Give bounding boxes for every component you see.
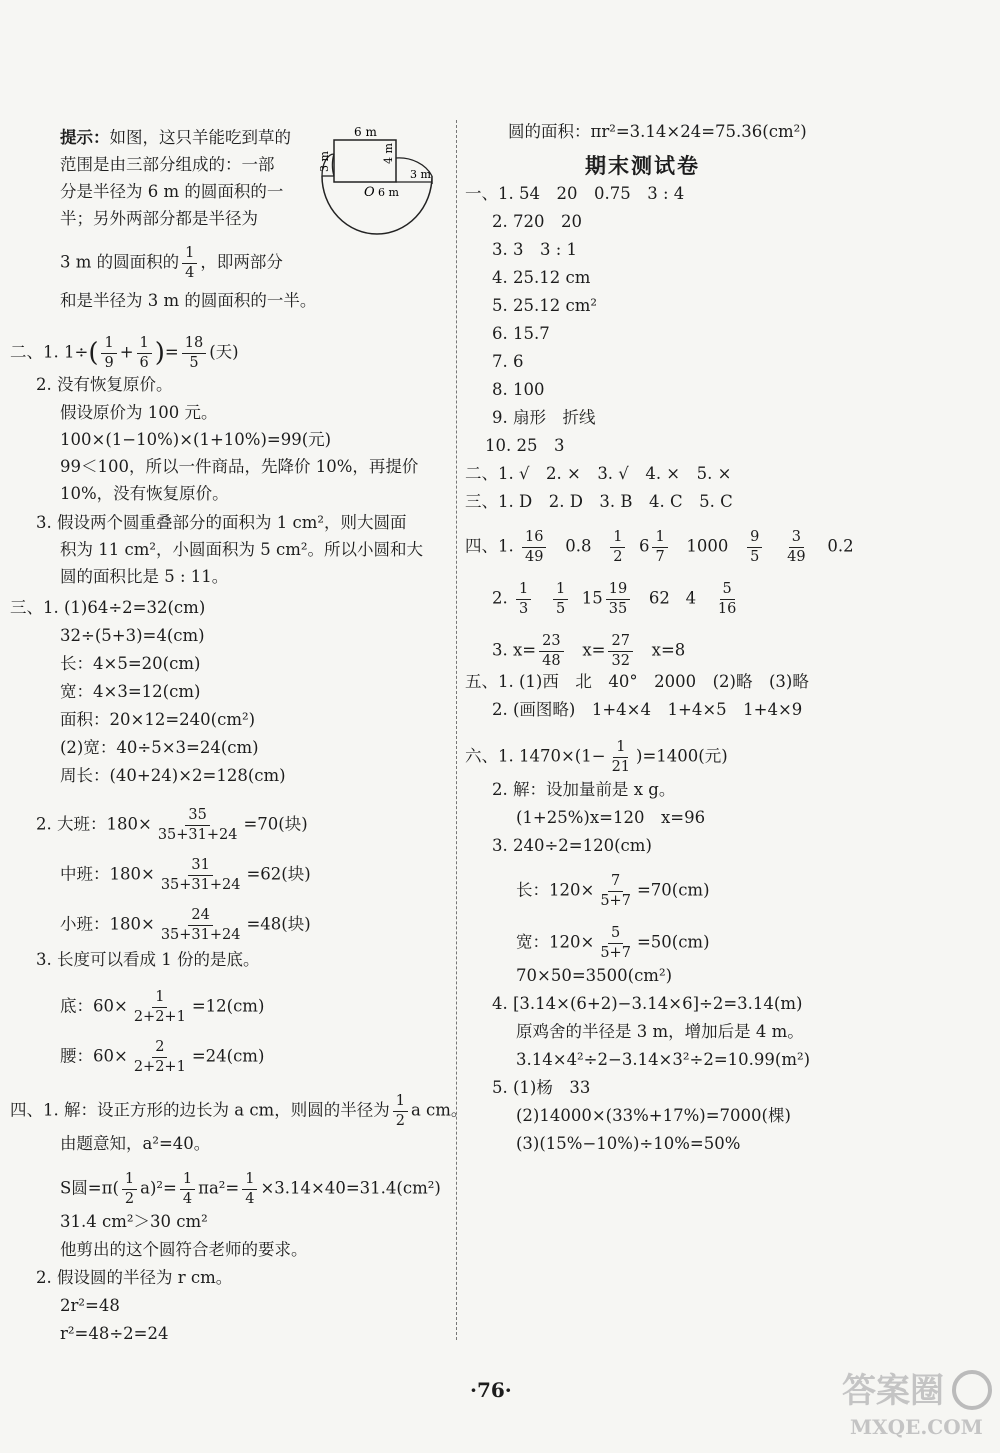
answer-f3-a: 3. 240÷2=120(cm) bbox=[492, 836, 652, 855]
answer-f3-c: 宽：120× $\frac{5}{5+7}$ =50(cm) bbox=[516, 925, 710, 961]
answer-4-1-c: S圆=π( $\frac{1}{2}$ a)²= $\frac{1}{4}$ πa²= $\frac{1}{4}$ ×3.14×40=31.4(cm²) bbox=[60, 1171, 441, 1207]
watermark-brand: 答案圈 bbox=[842, 1371, 944, 1411]
answer-f4-b: 原鸡舍的半径是 3 m，增加后是 4 m。 bbox=[516, 1022, 804, 1041]
column-divider bbox=[456, 120, 457, 1340]
figure-corner-label: 3 m bbox=[410, 168, 431, 181]
answer-3-2-a: 2. 大班：180× $\frac{35}{35+31+24}$ =70(块) bbox=[36, 807, 308, 843]
answer-f1: 六、1. 1470×(1− $\frac{1}{21}$ )=1400(元) bbox=[465, 739, 728, 775]
answer-3-2-b: 中班：180× $\frac{31}{35+31+24}$ =62(块) bbox=[60, 857, 311, 893]
hint-line-5: 3 m 的圆面积的 $\frac{1}{4}$ ，即两部分 bbox=[60, 245, 283, 281]
answer-2-1: 二、1. 1÷( $\frac{1}{9}$ + $\frac{1}{6}$ )= $\frac{18}{5}$ (天) bbox=[10, 335, 239, 371]
answer-f2-b: (1+25%)x=120 x=96 bbox=[516, 808, 706, 827]
answer-d1: 四、1. $\frac{16}{49}$ 0.8 $\frac{1}{2}$ 6 $\frac{1}{7}$ 1000 $\frac{9}{5}$ $\frac{3}{49}$ 0.2 bbox=[465, 529, 854, 565]
fraction: $\frac{1}{4}$ bbox=[182, 246, 197, 280]
answer-a9: 9. 扇形 折线 bbox=[492, 408, 596, 427]
answer-f3-b: 长：120× $\frac{7}{5+7}$ =70(cm) bbox=[516, 873, 710, 909]
answer-4-1-e: 他剪出的这个圆符合老师的要求。 bbox=[60, 1240, 308, 1259]
answer-2-3-c: 圆的面积比是 5 : 11。 bbox=[60, 567, 229, 586]
circle-area-line: 圆的面积：πr²=3.14×24=75.36(cm²) bbox=[508, 122, 807, 141]
figure-radius-label: 6 m bbox=[378, 186, 399, 199]
answer-4-2-b: 2r²=48 bbox=[60, 1296, 120, 1315]
answer-c1: 三、1. D 2. D 3. B 4. C 5. C bbox=[465, 492, 733, 511]
answer-3-1-b: 32÷(5+3)=4(cm) bbox=[60, 626, 205, 645]
answer-3-1-f: (2)宽：40÷5×3=24(cm) bbox=[60, 738, 259, 757]
answer-4-1-b: 由题意知，a²=40。 bbox=[60, 1134, 211, 1153]
answer-3-2-c: 小班：180× $\frac{24}{35+31+24}$ =48(块) bbox=[60, 907, 311, 943]
answer-f4-a: 4. [3.14×(6+2)−3.14×6]÷2=3.14(m) bbox=[492, 994, 803, 1013]
answer-3-1-a: 三、1. (1)64÷2=32(cm) bbox=[10, 598, 206, 617]
figure-top-label: 6 m bbox=[354, 125, 377, 139]
answer-2-2-c: 100×(1−10%)×(1+10%)=99(元) bbox=[60, 430, 332, 449]
answer-a6: 6. 15.7 bbox=[492, 324, 550, 343]
page-number: ·76· bbox=[470, 1378, 512, 1402]
answer-a5: 5. 25.12 cm² bbox=[492, 296, 597, 315]
hint-line-4: 半；另外两部分都是半径为 bbox=[60, 209, 258, 228]
answer-f3-d: 70×50=3500(cm²) bbox=[516, 966, 673, 985]
answer-2-3-a: 3. 假设两个圆重叠部分的面积为 1 cm²，则大圆面 bbox=[36, 513, 407, 532]
answer-2-2-b: 假设原价为 100 元。 bbox=[60, 403, 218, 422]
answer-3-1-e: 面积：20×12=240(cm²) bbox=[60, 710, 256, 729]
sheep-grazing-figure bbox=[312, 124, 442, 244]
answer-a8: 8. 100 bbox=[492, 380, 545, 399]
answer-d3: 3. x= $\frac{23}{48}$ x= $\frac{27}{32}$ x=8 bbox=[492, 633, 686, 669]
answer-2-2-d: 99＜100，所以一件商品，先降价 10%，再提价 bbox=[60, 457, 419, 476]
answer-4-2-a: 2. 假设圆的半径为 r cm。 bbox=[36, 1268, 233, 1287]
answer-b1: 二、1. √ 2. × 3. √ 4. × 5. × bbox=[465, 464, 732, 483]
answer-d2: 2. $\frac{1}{3}$ $\frac{1}{5}$ 15 $\frac{19}{35}$ 62 4 $\frac{5}{16}$ bbox=[492, 581, 737, 617]
answer-4-1-d: 31.4 cm²＞30 cm² bbox=[60, 1212, 208, 1231]
answer-a7: 7. 6 bbox=[492, 352, 524, 371]
hint-line-6: 和是半径为 3 m 的圆面积的一半。 bbox=[60, 291, 317, 310]
figure-right-label: 4 m bbox=[382, 143, 395, 164]
answer-f5-c: (3)(15%−10%)÷10%=50% bbox=[516, 1134, 741, 1153]
answer-4-1-a: 四、1. 解：设正方形的边长为 a cm，则圆的半径为 $\frac{1}{2}$ a cm。 bbox=[10, 1093, 468, 1129]
answer-3-1-d: 宽：4×3=12(cm) bbox=[60, 682, 201, 701]
answer-e1: 五、1. (1)西 北 40° 2000 (2)略 (3)略 bbox=[465, 672, 809, 691]
answer-3-1-g: 周长：(40+24)×2=128(cm) bbox=[60, 766, 286, 785]
hint-line-1: 提示：如图，这只羊能吃到草的 bbox=[60, 128, 291, 147]
figure-left-label: 3 m bbox=[318, 151, 331, 172]
hint-line-2: 范围是由三部分组成的：一部 bbox=[60, 155, 275, 174]
answer-f5-a: 5. (1)杨 33 bbox=[492, 1078, 591, 1097]
answer-2-2-e: 10%，没有恢复原价。 bbox=[60, 484, 229, 503]
watermark-logo bbox=[842, 1362, 992, 1442]
answer-a4: 4. 25.12 cm bbox=[492, 268, 591, 287]
answer-e2: 2. (画图略) 1+4×4 1+4×5 1+4×9 bbox=[492, 700, 803, 719]
answer-3-1-c: 长：4×5=20(cm) bbox=[60, 654, 201, 673]
answer-a10: 10. 25 3 bbox=[485, 436, 565, 455]
answer-2-3-b: 积为 11 cm²，小圆面积为 5 cm²。所以小圆和大 bbox=[60, 540, 423, 559]
answer-a3: 3. 3 3 : 1 bbox=[492, 240, 578, 259]
answer-3-3-b: 底：60× $\frac{1}{2+2+1}$ =12(cm) bbox=[60, 989, 265, 1025]
answer-2-2-a: 2. 没有恢复原价。 bbox=[36, 375, 173, 394]
answer-f5-b: (2)14000×(33%+17%)=7000(棵) bbox=[516, 1106, 791, 1125]
answer-3-3-a: 3. 长度可以看成 1 份的是底。 bbox=[36, 950, 260, 969]
section-title: 期末测试卷 bbox=[585, 154, 700, 178]
answer-a2: 2. 720 20 bbox=[492, 212, 582, 231]
figure-center-label: O bbox=[364, 185, 375, 200]
answer-4-2-c: r²=48÷2=24 bbox=[60, 1324, 169, 1343]
answer-a1: 一、1. 54 20 0.75 3 : 4 bbox=[465, 184, 685, 203]
hint-line-3: 分是半径为 6 m 的圆面积的一 bbox=[60, 182, 284, 201]
watermark-url: MXQE.COM bbox=[850, 1415, 983, 1439]
answer-3-3-c: 腰：60× $\frac{2}{2+2+1}$ =24(cm) bbox=[60, 1039, 265, 1075]
answer-f2-a: 2. 解：设加量前是 x g。 bbox=[492, 780, 676, 799]
answer-f4-c: 3.14×4²÷2−3.14×3²÷2=10.99(m²) bbox=[516, 1050, 811, 1069]
